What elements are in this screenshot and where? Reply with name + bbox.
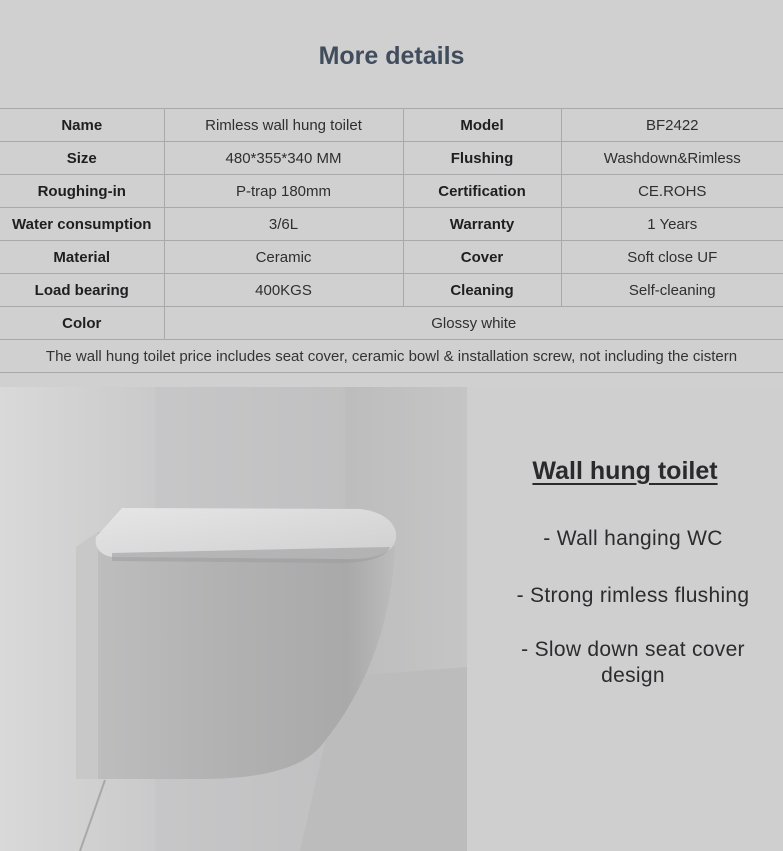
product-info-panel [467,387,783,851]
spec-label: Certification [403,175,561,208]
spec-label: Cleaning [403,274,561,307]
spec-value: Glossy white [164,307,783,340]
spec-value: 480*355*340 MM [164,142,403,175]
spec-value: CE.ROHS [561,175,783,208]
spec-label: Color [0,307,164,340]
specs-table [0,108,783,373]
spec-label: Water consumption [0,208,164,241]
product-heading: Wall hung toilet [532,457,718,485]
feature-item: - Slow down seat cover design [521,638,745,687]
feature-item: - Wall hanging WC [543,527,723,550]
page-title: More details [318,42,465,70]
spec-label: Material [0,241,164,274]
spec-label: Warranty [403,208,561,241]
table-row [0,175,783,208]
spec-value: P-trap 180mm [164,175,403,208]
spec-value: 400KGS [164,274,403,307]
spec-value: BF2422 [561,109,783,142]
spec-label: Name [0,109,164,142]
table-row [0,307,783,340]
spec-label: Roughing-in [0,175,164,208]
table-row [0,142,783,175]
feature-item: - Strong rimless flushing [516,584,750,607]
spec-value: 1 Years [561,208,783,241]
spec-value: Soft close UF [561,241,783,274]
table-row [0,241,783,274]
table-row [0,208,783,241]
table-row [0,109,783,142]
product-photo [0,387,467,851]
spec-value: 3/6L [164,208,403,241]
table-row [0,274,783,307]
spec-label: Size [0,142,164,175]
spec-value: Ceramic [164,241,403,274]
spec-label: Model [403,109,561,142]
price-note: The wall hung toilet price includes seat cover, ceramic bowl & installation screw, not including the cistern [0,340,783,373]
spec-value: Washdown&Rimless [561,142,783,175]
spec-label: Cover [403,241,561,274]
spec-label: Load bearing [0,274,164,307]
spec-label: Flushing [403,142,561,175]
spec-value: Rimless wall hung toilet [164,109,403,142]
spec-value: Self-cleaning [561,274,783,307]
table-row [0,340,783,373]
